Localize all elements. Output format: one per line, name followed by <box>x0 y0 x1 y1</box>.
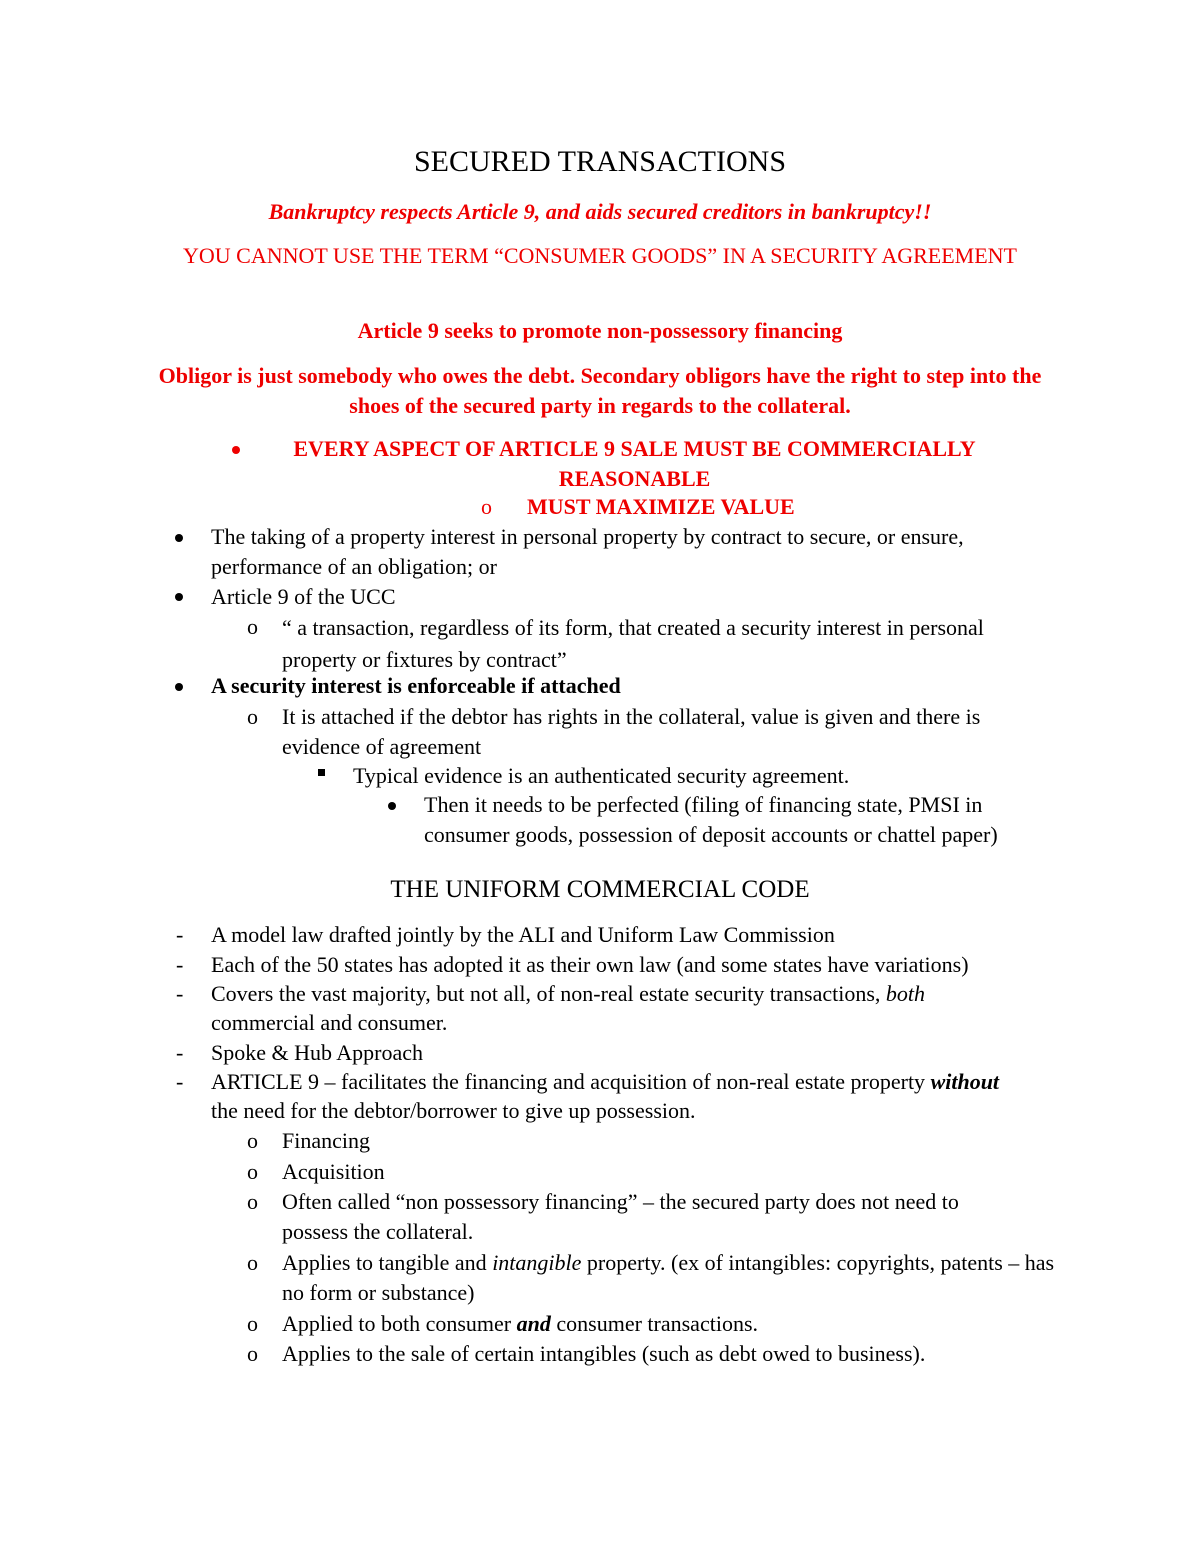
ucc-applies-text: Applies to tangible and <box>282 1250 487 1275</box>
enforceable-heading: A security interest is enforceable if attached <box>211 673 621 698</box>
ucc-article9-text: ARTICLE 9 – facilitates the financing and acquisition of non-real estate property <box>211 1069 926 1094</box>
ucc-article9-emphasis: without <box>930 1069 1000 1094</box>
bullet-icon <box>232 446 240 454</box>
circle-bullet-icon: o <box>481 494 492 519</box>
non-possessory-note: Article 9 seeks to promote non-possessory financing <box>357 318 843 343</box>
circle-bullet-icon: o <box>247 704 258 729</box>
bullet-icon <box>175 593 183 601</box>
dash-bullet-icon: - <box>176 981 184 1006</box>
ucc-applied-consumer <box>282 1309 758 1339</box>
ucc-applied-emphasis: and <box>516 1311 551 1336</box>
ucc-applies-intangible <box>282 1248 1072 1308</box>
definition-taking: The taking of a property interest in personal property by contract to secure, or ensure, performance of an obligation; or <box>211 524 964 579</box>
bullet-icon <box>175 683 183 691</box>
commercially-reasonable-note: EVERY ASPECT OF ARTICLE 9 SALE MUST BE COMMERCIALLY REASONABLE <box>293 436 976 491</box>
ucc-model-law: A model law drafted jointly by the ALI and Uniform Law Commission <box>211 922 835 947</box>
ucc-article9-continued: the need for the debtor/borrower to give up possession. <box>211 1098 696 1123</box>
ucc-article9 <box>211 1067 999 1097</box>
bankruptcy-note: Bankruptcy respects Article 9, and aids secured creditors in bankruptcy!! <box>268 199 932 224</box>
perfected-text: Then it needs to be perfected (filing of financing state, PMSI in consumer goods, possession of deposit accounts or chattel paper) <box>424 792 998 847</box>
dash-bullet-icon: - <box>176 1040 184 1065</box>
ucc-acquisition: Acquisition <box>282 1159 385 1184</box>
page-title: SECURED TRANSACTIONS <box>414 145 786 178</box>
ucc-adopted: Each of the 50 states has adopted it as their own law (and some states have variations) <box>211 952 969 977</box>
ucc-covers-text: Covers the vast majority, but not all, of non-real estate security transactions, <box>211 981 881 1006</box>
ucc-applied-continued: consumer transactions. <box>556 1311 758 1336</box>
ucc-heading: THE UNIFORM COMMERCIAL CODE <box>390 876 810 903</box>
ucc-applied-text: Applied to both consumer <box>282 1311 512 1336</box>
ucc-covers-continued: commercial and consumer. <box>211 1010 448 1035</box>
dash-bullet-icon: - <box>176 922 184 947</box>
square-bullet-icon <box>318 769 325 776</box>
attached-text: It is attached if the debtor has rights in the collateral, value is given and there is evidence of agreement <box>282 704 981 759</box>
circle-bullet-icon: o <box>247 1341 258 1366</box>
dash-bullet-icon: - <box>176 952 184 977</box>
circle-bullet-icon: o <box>247 1311 258 1336</box>
ucc-spoke-hub: Spoke & Hub Approach <box>211 1040 424 1065</box>
ucc-non-possessory: Often called “non possessory financing” – the secured party does not need to possess the collateral. <box>282 1189 959 1244</box>
bullet-icon <box>388 802 396 810</box>
circle-bullet-icon: o <box>247 1189 258 1214</box>
ucc-covers-emphasis: both <box>885 981 926 1006</box>
ucc-sale-intangibles: Applies to the sale of certain intangibles (such as debt owed to business). <box>282 1341 926 1366</box>
obligor-note: Obligor is just somebody who owes the debt. Secondary obligors have the right to step into the shoes of the secured party in regards to the collateral. <box>158 363 1042 418</box>
evidence-text: Typical evidence is an authenticated security agreement. <box>353 763 850 788</box>
definition-quote: “ a transaction, regardless of its form, that created a security interest in personal property or fixtures by contract” <box>282 615 984 672</box>
bullet-icon <box>175 534 183 542</box>
ucc-financing: Financing <box>282 1128 370 1153</box>
ucc-covers <box>211 979 925 1009</box>
dash-bullet-icon: - <box>176 1069 184 1094</box>
maximize-value-note: MUST MAXIMIZE VALUE <box>527 494 795 519</box>
ucc-applies-emphasis: intangible <box>492 1250 582 1275</box>
consumer-goods-note: YOU CANNOT USE THE TERM “CONSUMER GOODS” IN A SECURITY AGREEMENT <box>183 243 1017 268</box>
definition-article9: Article 9 of the UCC <box>211 584 396 609</box>
circle-bullet-icon: o <box>247 1159 258 1184</box>
ucc-applies-continued: property. (ex of intangibles: copyrights, patents – has no form or substance) <box>282 1250 1055 1305</box>
circle-bullet-icon: o <box>247 614 258 639</box>
circle-bullet-icon: o <box>247 1128 258 1153</box>
circle-bullet-icon: o <box>247 1250 258 1275</box>
